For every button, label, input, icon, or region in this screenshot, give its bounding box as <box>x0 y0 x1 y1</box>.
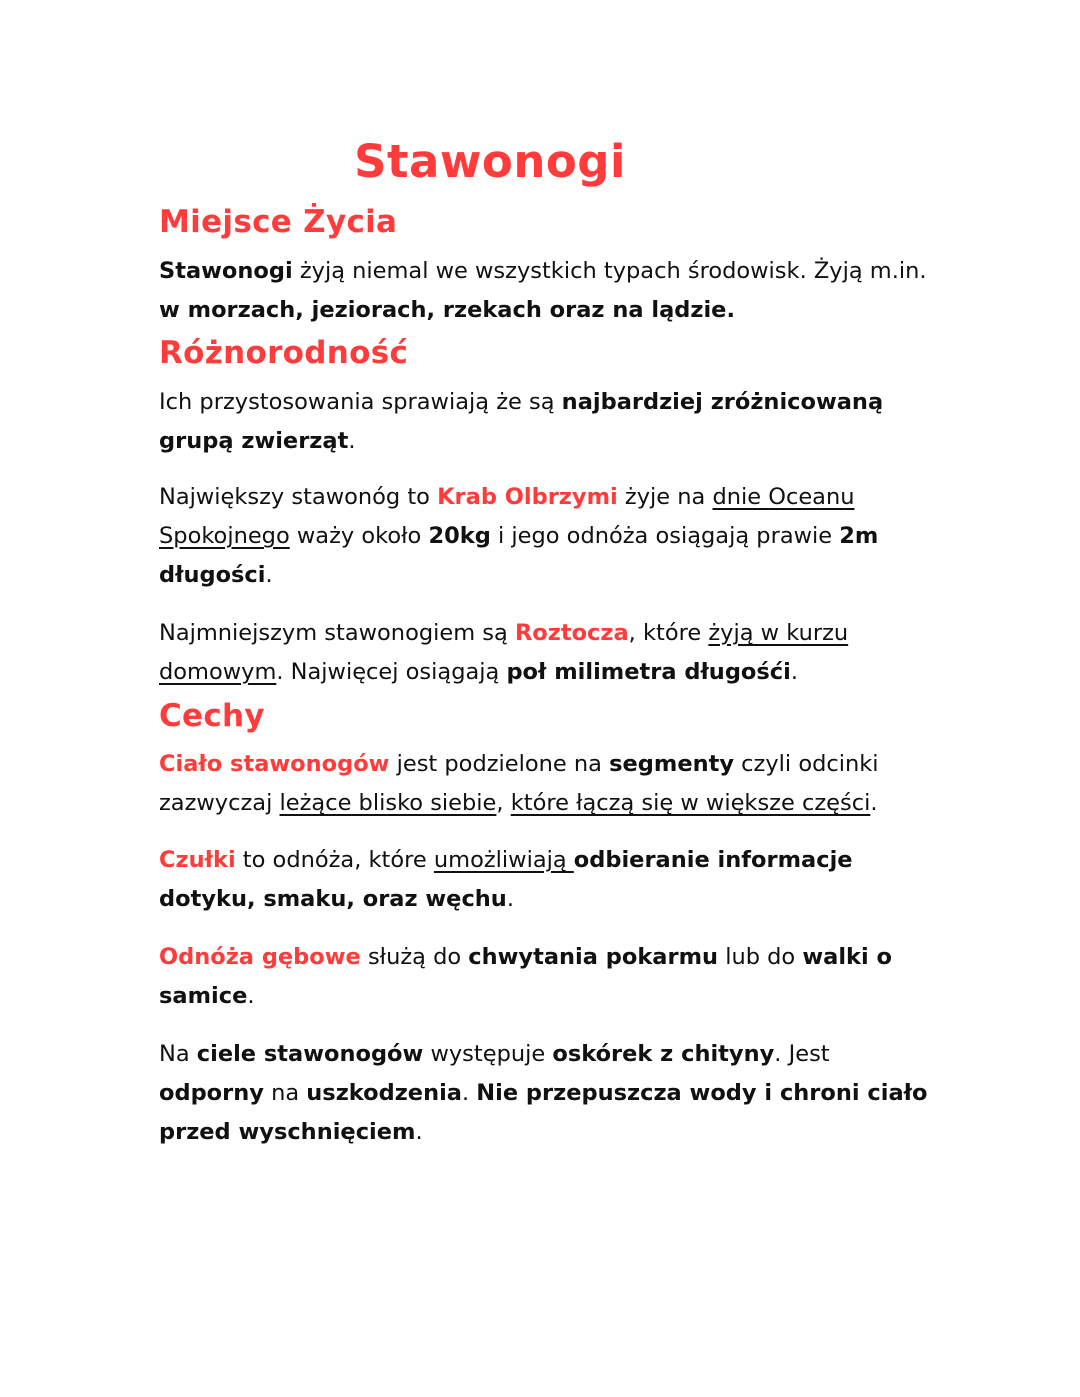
diversity-paragraph-2 <box>159 478 929 595</box>
text-segment: , które <box>628 620 709 646</box>
text-segment: żyją niemal we wszystkich typach środowisk. Żyją m.in. <box>292 258 927 284</box>
page-title: Stawonogi <box>354 135 626 188</box>
habitat-paragraph <box>159 252 929 330</box>
text-segment-bold: Nie przepuszcza wody i chroni ciało przed wyschnięciem <box>159 1080 928 1145</box>
text-segment-highlight: Roztocza <box>514 620 629 646</box>
diversity-paragraph-1 <box>159 383 929 461</box>
text-segment: . <box>415 1119 423 1145</box>
section-heading-habitat: Miejsce Życia <box>159 204 398 240</box>
text-segment-underline: dnie Oceanu Spokojnego <box>159 484 855 549</box>
text-segment-bold: uszkodzenia <box>306 1080 462 1106</box>
text-segment: . Jest <box>774 1041 830 1067</box>
text-segment: . <box>461 1080 477 1106</box>
text-segment: . <box>790 659 798 685</box>
text-segment-bold: chwytania pokarmu <box>468 944 719 970</box>
text-segment: na <box>263 1080 307 1106</box>
text-segment: . <box>247 983 255 1009</box>
text-segment-highlight: Ciało stawonogów <box>159 751 390 777</box>
text-segment-underline: leżące blisko siebie <box>279 790 497 816</box>
text-segment: . <box>870 790 878 816</box>
text-segment-bold: segmenty <box>609 751 735 777</box>
diversity-paragraph-3 <box>159 614 929 692</box>
text-segment: Ich przystosowania sprawiają że są <box>159 389 562 415</box>
text-segment-bold: walki o samice <box>159 944 893 1009</box>
text-segment: Największy stawonóg to <box>159 484 438 510</box>
text-segment-bold: ciele stawonogów <box>196 1041 424 1067</box>
text-segment-highlight: Czułki <box>159 847 236 873</box>
text-segment-bold: Stawonogi <box>159 258 293 284</box>
features-paragraph-1 <box>159 745 929 823</box>
text-segment: Na <box>159 1041 197 1067</box>
features-paragraph-2 <box>159 841 929 919</box>
text-segment: czyli odcinki zazwyczaj <box>159 751 879 816</box>
text-segment-bold: poł milimetra długośći <box>506 659 791 685</box>
text-segment: występuje <box>423 1041 553 1067</box>
text-segment: służą do <box>360 944 469 970</box>
section-heading-diversity: Różnorodność <box>159 335 409 371</box>
text-segment-bold: oskórek z chityny <box>552 1041 775 1067</box>
text-segment: . <box>348 428 356 454</box>
text-segment: lub do <box>718 944 803 970</box>
text-segment-underline: które łączą się w większe części <box>510 790 871 816</box>
text-segment-bold: w morzach, jeziorach, rzekach oraz na lądzie. <box>159 297 735 323</box>
text-segment: waży około <box>289 523 429 549</box>
text-segment: . <box>265 562 273 588</box>
text-segment: , <box>496 790 511 816</box>
text-segment-bold: odporny <box>159 1080 264 1106</box>
text-segment: to odnóża, które <box>235 847 434 873</box>
text-segment-bold: odbieranie informacje dotyku, smaku, oraz węchu <box>159 847 853 912</box>
text-segment-bold: 2m długości <box>159 523 879 588</box>
text-segment: i jego odnóża osiągają prawie <box>490 523 840 549</box>
section-heading-features: Cechy <box>159 698 265 734</box>
text-segment-underline: umożliwiają <box>433 847 574 873</box>
text-segment-highlight: Odnóża gębowe <box>159 944 361 970</box>
text-segment-highlight: Krab Olbrzymi <box>437 484 618 510</box>
text-segment-bold: najbardziej zróżnicowaną grupą zwierząt <box>159 389 884 454</box>
text-segment-bold: 20kg <box>428 523 491 549</box>
text-segment: . Najwięcej osiągają <box>276 659 507 685</box>
text-segment: . <box>506 886 514 912</box>
features-paragraph-3 <box>159 938 929 1016</box>
text-segment-underline: żyją w kurzu domowym <box>159 620 849 685</box>
features-paragraph-4 <box>159 1035 929 1152</box>
text-segment: jest podzielone na <box>389 751 610 777</box>
text-segment: Najmniejszym stawonogiem są <box>159 620 515 646</box>
text-segment: żyje na <box>617 484 713 510</box>
